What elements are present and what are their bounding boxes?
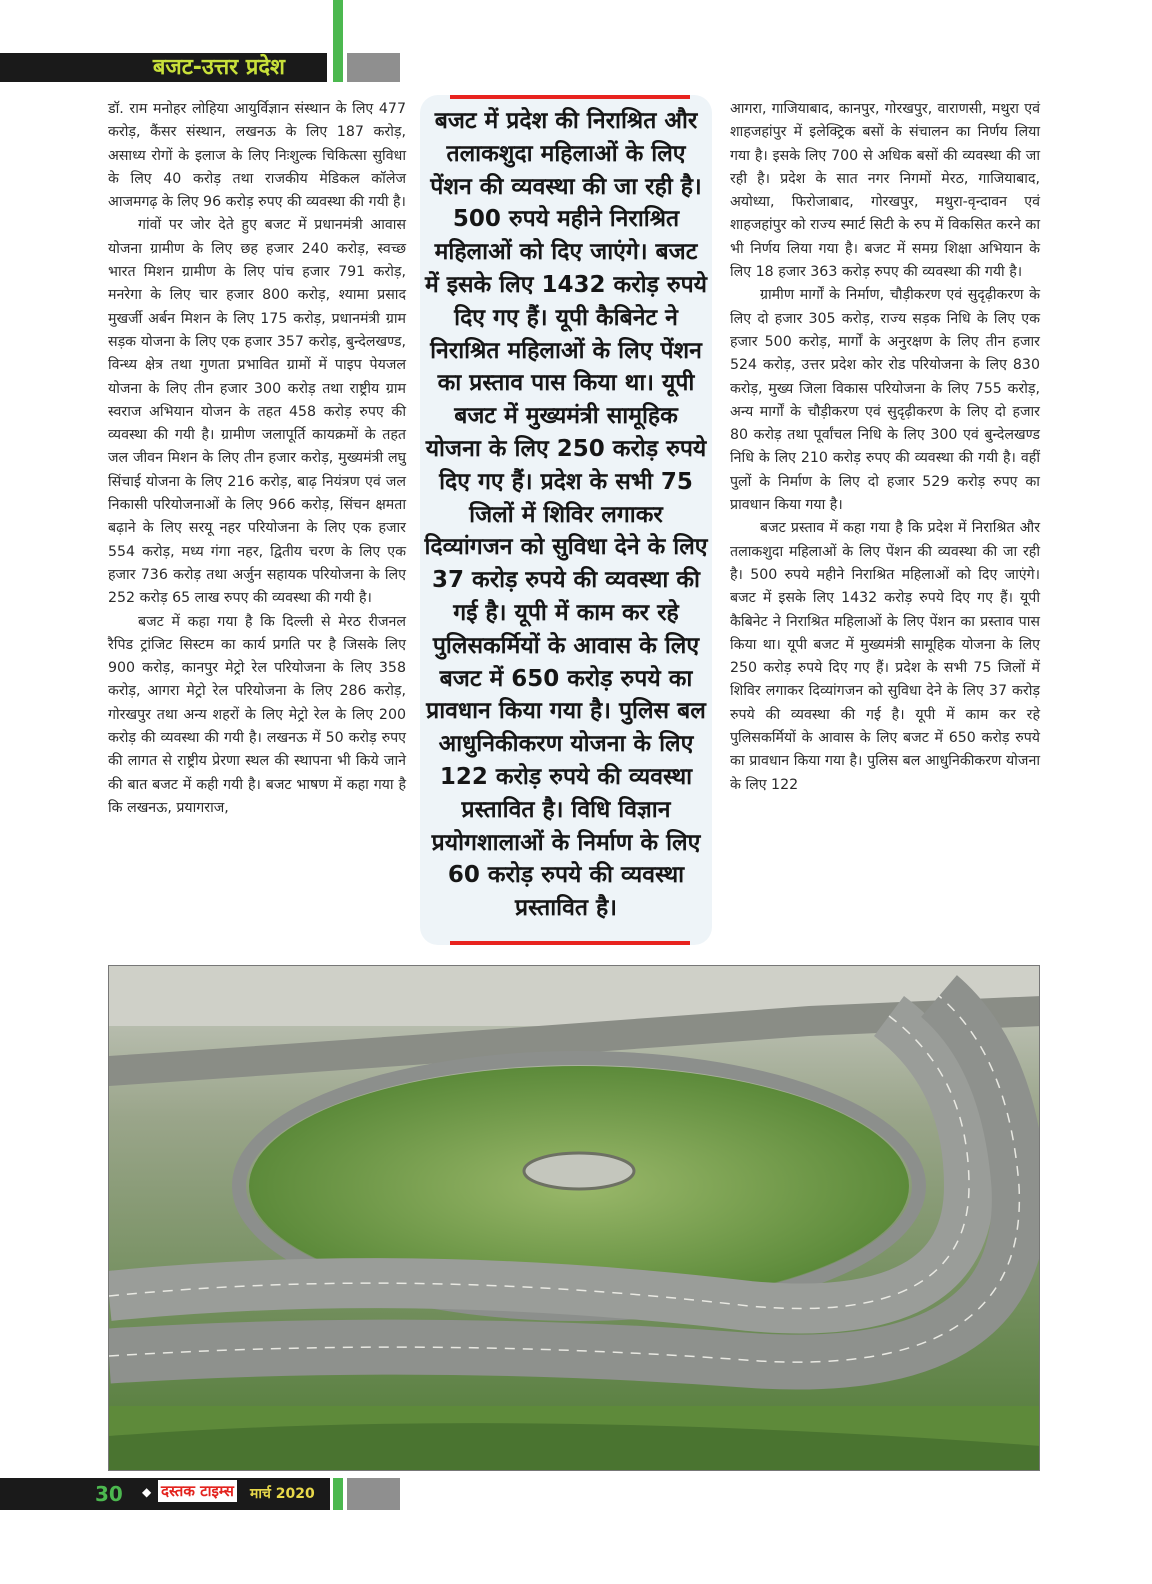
- paragraph: बजट में कहा गया है कि दिल्ली से मेरठ रीजनल रैपिड ट्रांजिट सिस्टम का कार्य प्रगति पर है जिसके लिए 900 करोड़, कानपुर मेट्रो रेल परियोजना के लिए 358 करोड़, आगरा मेट्रो रेल परियोजना के लिए 286 करोड़, गोरखपुर तथा अन्य शहरों के लिए मेट्रो रेल के लिए 200 करोड़ की व्यवस्था की गयी है। लखनऊ में 50 करोड़ रुपए की लागत से राष्ट्रीय प्रेरणा स्थल की स्थापना भी किये जाने की बात बजट में कही गयी है। बजट भाषण में कहा गया है कि लखनऊ, प्रयागराज,: [108, 613, 406, 816]
- pull-quote-box: [420, 95, 712, 945]
- article-column-1: [108, 98, 406, 820]
- expressway-aerial-photo: [108, 965, 1040, 1471]
- bottom-red-rule: [450, 941, 690, 945]
- magazine-logo: दस्तक टाइम्स: [158, 1480, 237, 1502]
- paragraph: ग्रामीण मार्गों के निर्माण, चौड़ीकरण एवं सुदृढ़ीकरण के लिए दो हजार 305 करोड़, राज्य सड़क निधि के लिए एक हजार 500 करोड़, मार्गों के अनुरक्षण के लिए तीन हजार 524 करोड़, उत्तर प्रदेश कोर रोड परियोजना के लिए 830 करोड़, मुख्य जिला विकास परियोजना के लिए 755 करोड़, अन्य मार्गों के चौड़ीकरण एवं सुदृढ़ीकरण के लिए दो हजार 80 करोड़ तथा पूर्वांचल निधि के लिए 300 एवं बुन्देलखण्ड निधि के लिए 210 करोड़ रुपए की व्यवस्था की गयी है। वहीं पुलों के निर्माण के लिए दो हजार 529 करोड़ रुपए का प्रावधान किया गया है।: [730, 287, 1040, 514]
- diamond-separator-icon: ◆: [142, 1485, 152, 1499]
- footer-green-bar: [333, 1478, 343, 1510]
- page-number: 30: [95, 1482, 123, 1506]
- top-red-rule: [450, 95, 690, 99]
- paragraph: गांवों पर जोर देते हुए बजट में प्रधानमंत्री आवास योजना ग्रामीण के लिए छह हजार 240 करोड़, स्वच्छ भारत मिशन ग्रामीण के लिए पांच हजार 791 करोड़, मनरेगा के लिए चार हजार 800 करोड़, श्यामा प्रसाद मुखर्जी अर्बन मिशन के लिए 175 करोड़, प्रधानमंत्री ग्राम सड़क योजना के लिए एक हजार 357 करोड़, बुन्देलखण्ड, विन्ध्य क्षेत्र तथा गुणता प्रभावित ग्रामों में पाइप पेयजल योजना के लिए तीन हजार 300 करोड़ तथा राष्ट्रीय ग्राम स्वराज अभियान योजन के तहत 458 करोड़ रुपए की व्यवस्था की गयी है। ग्रामीण जलापूर्ति कायक्रमों के तहत जल जीवन मिशन के लिए तीन हजार करोड़, मुख्यमंत्री लघु सिंचाई योजना के लिए 216 करोड़, बाढ़ नियंत्रण एवं जल निकासी परियोजनाओं के लिए 966 करोड़, सिंचन क्षमता बढ़ाने के लिए सरयू नहर परियोजना के लिए एक हजार 554 करोड़, मध्य गंगा नहर, द्वितीय चरण के लिए एक हजार 736 करोड़ तथा अर्जुन सहायक परियोजना के लिए 252 करोड़ 65 लाख रुपए की व्यवस्था की गयी है।: [108, 217, 406, 607]
- section-title: बजट-उत्तर प्रदेश: [152, 55, 285, 80]
- issue-date: मार्च 2020: [250, 1486, 315, 1502]
- article-column-3: [730, 98, 1040, 797]
- footer-gray-box: [347, 1478, 400, 1510]
- paragraph: बजट प्रस्ताव में कहा गया है कि प्रदेश में निराश्रित और तलाकशुदा महिलाओं के लिए पेंशन की व्यवस्था की जा रही है। 500 रुपये महीने निराश्रित महिलाओं को दिए जाएंगे। बजट में इसके लिए 1432 करोड़ रुपये दिए गए हैं। यूपी कैबिनेट ने निराश्रित महिलाओं के लिए पेंशन का प्रस्ताव पास किया था। यूपी बजट में मुख्यमंत्री सामूहिक योजना के लिए 250 करोड़ रुपये दिए गए हैं। प्रदेश के सभी 75 जिलों में शिविर लगाकर दिव्यांगजन को सुविधा देने के लिए 37 करोड़ रुपये की व्यवस्था की गई है। यूपी में काम कर रहे पुलिसकर्मियों के आवास के लिए बजट में 650 करोड़ रुपये का प्रावधान किया गया है। पुलिस बल आधुनिकीकरण योजना के लिए 122: [730, 520, 1040, 793]
- green-accent-bar: [333, 0, 343, 82]
- gray-accent-box: [347, 53, 400, 82]
- expressway-image: [109, 966, 1040, 1471]
- section-header: [0, 53, 327, 82]
- pull-quote-text: बजट में प्रदेश की निराश्रित और तलाकशुदा महिलाओं के लिए पेंशन की व्यवस्था की जा रही है। 500 रुपये महीने निराश्रित महिलाओं को दिए जाएंगे। बजट में इसके लिए 1432 करोड़ रुपये दिए गए हैं। यूपी कैबिनेट ने निराश्रित महिलाओं के लिए पेंशन का प्रस्ताव पास किया था। यूपी बजट में मुख्यमंत्री सामूहिक योजना के लिए 250 करोड़ रुपये दिए गए हैं। प्रदेश के सभी 75 जिलों में शिविर लगाकर दिव्यांगजन को सुविधा देने के लिए 37 करोड़ रुपये की व्यवस्था की गई है। यूपी में काम कर रहे पुलिसकर्मियों के आवास के लिए बजट में 650 करोड़ रुपये का प्रावधान किया गया है। पुलिस बल आधुनिकीकरण योजना के लिए 122 करोड़ रुपये की व्यवस्था प्रस्तावित है। विधि विज्ञान प्रयोगशालाओं के निर्माण के लिए 60 करोड़ रुपये की व्यवस्था प्रस्तावित है।: [424, 108, 708, 922]
- paragraph: डॉ. राम मनोहर लोहिया आयुर्विज्ञान संस्थान के लिए 477 करोड़, कैंसर संस्थान, लखनऊ के लिए 187 करोड़, असाध्य रोगों के इलाज के लिए निःशुल्क चिकित्सा सुविधा के लिए 40 करोड़ तथा राजकीय मेडिकल कॉलेज आजमगढ़ के लिए 96 करोड़ रुपए की व्यवस्था की गयी है।: [108, 101, 406, 211]
- paragraph: आगरा, गाजियाबाद, कानपुर, गोरखपुर, वाराणसी, मथुरा एवं शाहजहांपुर में इलेक्ट्रिक बसों के संचालन का निर्णय लिया गया है। इसके लिए 700 से अधिक बसों की व्यवस्था की जा रही है। प्रदेश के सात नगर निगमों मेरठ, गाजियाबाद, अयोध्या, फिरोजाबाद, गोरखपुर, मथुरा-वृन्दावन एवं शाहजहांपुर को राज्य स्मार्ट सिटी के रुप में विकसित करने का भी निर्णय लिया गया है। बजट में समग्र शिक्षा अभियान के लिए 18 हजार 363 करोड़ रुपए की व्यवस्था की गयी है।: [730, 101, 1040, 281]
